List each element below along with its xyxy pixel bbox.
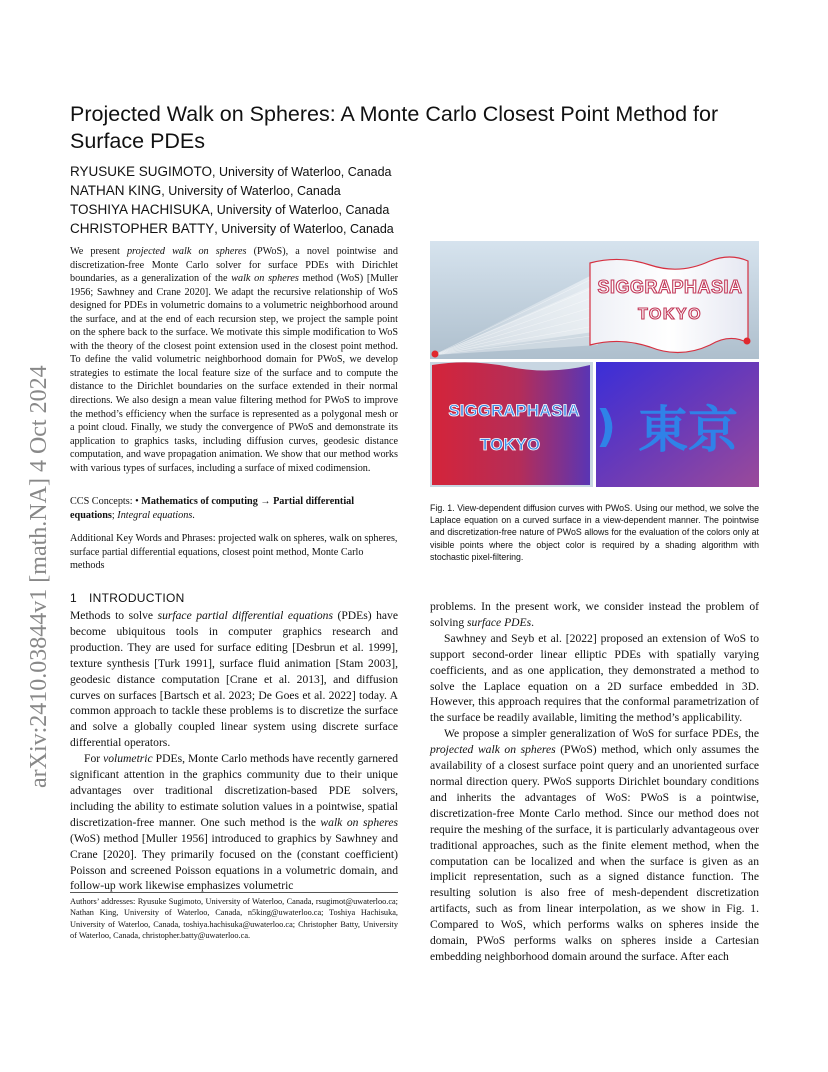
section-heading-introduction xyxy=(70,591,185,605)
footnote-rule xyxy=(70,892,398,893)
author-affiliation: , University of Waterloo, Canada xyxy=(209,203,390,217)
author-affiliation: , University of Waterloo, Canada xyxy=(161,184,341,198)
author-affiliation: , University of Waterloo, Canada xyxy=(214,222,394,236)
paragraph: Sawhney and Seyb et al. [2022] proposed an extension of WoS to support second-order linear elliptic PDEs with spatially varying coefficients, and as one application, they demonstrated a method to solve the Laplace equation on a 2D surface embedded in 3D. However, this approach requires that the conformal parametrization of the surface be readily available, limiting the method’s applicability. xyxy=(430,631,759,725)
paper-title: Projected Walk on Spheres: A Monte Carlo Closest Point Method for Surface PDEs xyxy=(70,102,719,153)
right-panel-text: 東京 xyxy=(638,401,738,459)
paragraph: Methods to solve surface partial differential equations (PDEs) have become ubiquitous tools in computer graphics research and production. They are used for surface editing [Desbrun et al. 1999], texture synthesis [Turk 1991], surface fluid animation [Stam 2003], geodesic distance computation [Crane et al. 2013], and diffusion curves on surfaces [Bartsch et al. 2023; De Goes et al. 2022] today. A common approach to tackle these problems is to discretize the surface and solve a globally coupled linear system using discrete surface differential operators. xyxy=(70,609,398,750)
author-name: RYUSUKE SUGIMOTO xyxy=(70,164,213,179)
arxiv-stamp xyxy=(16,268,56,788)
author-4 xyxy=(70,220,394,238)
footnote-addresses: Authors’ addresses: Ryusuke Sugimoto, University of Waterloo, Canada, rsugimot@uwaterloo.ca; Nathan King, University of Waterloo, Canada, n5king@uwaterloo.ca; Toshiya Hachisuka, University of Waterloo, Canada, toshiya.hachisuka@uwaterloo.ca; Christopher Batty, University of Waterloo, Canada, christopher.batty@uwaterloo.ca. xyxy=(70,897,398,941)
figure-bottom-right-panel xyxy=(596,362,759,487)
left-panel-text-bottom: TOKYO xyxy=(479,435,541,454)
author-name: TOSHIYA HACHISUKA xyxy=(70,202,210,217)
figure-bottom-left-panel xyxy=(430,362,593,487)
abstract-paragraph: We present projected walk on spheres (PWoS), a novel pointwise and discretization-free Monte Carlo solver for surface PDEs with Dirichlet boundaries, as a generalization of the walk on spheres method (WoS) [Muller 1956; Sawhney and Crane 2020]. We adapt the recursive relationship of WoS designed for PDEs in volumetric domains to a volumetric neighborhood around the surface, and at the end of each recursion step, we project the sample point on the sphere back to the surface. We motivate this simple modification to WoS with the theory of the closest point extension used in the closest point method. To define the valid volumetric neighborhood domain for PWoS, we develop strategies to estimate the local feature size of the surface and to compute the distance to the Dirichlet boundaries on the surface extended in their normal directions. We also design a mean value filtering method for PWoS to improve the method’s efficiency when the surface is represented as a polygonal mesh or a point cloud. Finally, we study the convergence of PWoS and demonstrate its application to graphics tasks, including diffusion curves, geodesic distance computation, and wave propagation animation. We show that our method works with various types of surfaces, including a surface of mixed codimension. xyxy=(70,246,398,474)
author-name: CHRISTOPHER BATTY xyxy=(70,221,215,236)
paragraph: problems. In the present work, we consider instead the problem of solving surface PDEs. xyxy=(430,600,759,629)
figure-top-panel xyxy=(430,241,759,359)
section-number: 1 xyxy=(70,591,77,605)
intro-left-column xyxy=(70,608,398,894)
author-3 xyxy=(70,201,389,219)
ccs-concepts: CCS Concepts: • Mathematics of computing → Partial differential equations; Integral equations. xyxy=(70,496,355,521)
intro-right-column xyxy=(430,599,759,965)
paragraph: For volumetric PDEs, Monte Carlo methods have recently garnered significant attention in the graphics community due to their unique advantages over traditional discretization-based PDE solvers, including the ability to estimate solution values in a pointwise, spatial discretization-free manner. One such method is the walk on spheres (WoS) method [Muller 1956] introduced to graphics by Sawhney and Crane [2020]. They primarily focused on the (constant coefficient) Poisson and screened Poisson equations in a volumetric domain, and follow-up work likewise emphasizes volumetric xyxy=(70,752,398,893)
figure-1 xyxy=(430,241,759,487)
author-2 xyxy=(70,182,341,200)
figure-caption: Fig. 1. View-dependent diffusion curves with PWoS. Using our method, we solve the Laplace equation on a curved surface in a view-dependent manner. The pointwise and discretization-free nature of PWoS allows for the evaluation of the colors only at visible points where the object color is required by a shading algorithm with stochastic pixel-filtering. xyxy=(430,503,759,562)
banner-text-top: SIGGRAPHASIA xyxy=(597,277,743,297)
author-affiliation: , University of Waterloo, Canada xyxy=(212,165,392,179)
abstract xyxy=(70,245,398,475)
banner-text-bottom: TOKYO xyxy=(637,306,703,323)
left-panel-text-top: SIGGRAPHASIA xyxy=(448,401,580,420)
keywords: Additional Key Words and Phrases: projected walk on spheres, walk on spheres, surface partial differential equations, closest point method, Monte Carlo methods xyxy=(70,533,398,572)
arxiv-stamp-text: arXiv:2410.03844v1 [math.NA] 4 Oct 2024 xyxy=(26,365,52,788)
paragraph: We propose a simpler generalization of WoS for surface PDEs, the projected walk on spheres (PWoS) method, which only assumes the availability of a closest surface point query and an unoriented surface normal direction query. PWoS supports Dirichlet boundary conditions and inherits the advantages of WoS: PWoS is a pointwise, discretization-free Monte Carlo method. Since our method does not require the meshing of the surface, it is particularly advantageous over traditional approaches, such as the finite element method, when the computation can be localized and when the surface is given as an implicit representation, such as a signed distance function. The resulting solution is also free of mesh-dependent discretization artifacts, such as from linear interpolation, as we show in Fig. 1. Compared to WoS, which performs walks on spheres inside the domain, PWoS performs walks on spheres inside a Cartesian embedding neighborhood domain around the surface. After each xyxy=(430,727,759,963)
author-name: NATHAN KING xyxy=(70,183,162,198)
right-panel-text-fragment: ) xyxy=(595,401,617,452)
author-1 xyxy=(70,163,392,181)
section-title: INTRODUCTION xyxy=(88,591,185,605)
